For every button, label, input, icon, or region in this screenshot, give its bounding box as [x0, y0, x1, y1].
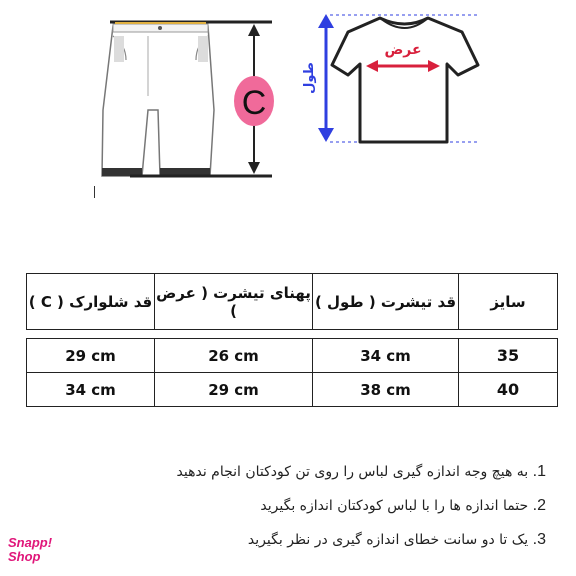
cell-width: 29 cm: [155, 373, 313, 407]
measurement-diagram: [0, 0, 576, 270]
note-item: [26, 523, 546, 557]
note-text: حتما اندازه ها را با لباس کودکتان اندازه بگیرید: [260, 498, 529, 514]
measurement-notes: [26, 455, 546, 557]
cell-length: 38 cm: [313, 373, 459, 407]
header-tshirt-length: قد تیشرت ( طول ): [313, 274, 459, 330]
brand-line-2: Shop: [8, 549, 41, 564]
note-number: 1.: [532, 463, 546, 480]
table-row: [27, 373, 558, 407]
size-table: [26, 273, 558, 407]
note-number: 2.: [532, 497, 546, 514]
header-pants-length: قد شلوارک ( C ): [27, 274, 155, 330]
note-item: [26, 455, 546, 489]
table-header-row: [27, 274, 558, 330]
cell-width: 26 cm: [155, 339, 313, 373]
pants-length-arrow: [234, 24, 274, 174]
brand-line-1: Snapp!: [8, 535, 53, 550]
snappshop-logo: [8, 536, 78, 564]
tshirt-width-label: عرض: [384, 42, 422, 58]
header-size: سایز: [459, 274, 558, 330]
cell-size: 40: [459, 373, 558, 407]
text-cursor: [94, 186, 95, 198]
header-tshirt-width: پهنای تیشرت ( عرض ): [155, 274, 313, 330]
table-spacer: [27, 330, 558, 339]
pants-c-label: C: [241, 84, 267, 122]
tshirt-length-label: طول: [302, 62, 317, 94]
note-text: یک تا دو سانت خطای اندازه گیری در نظر بگیرید: [247, 532, 529, 548]
cell-size: 35: [459, 339, 558, 373]
tshirt-illustration: [330, 15, 478, 142]
note-number: 3.: [532, 531, 546, 548]
note-text: به هیچ وجه اندازه گیری لباس را روی تن کودکتان انجام ندهید: [176, 464, 529, 480]
table-row: [27, 339, 558, 373]
tshirt-length-arrow: [302, 14, 334, 142]
cell-length: 34 cm: [313, 339, 459, 373]
cell-pants: 34 cm: [27, 373, 155, 407]
cell-pants: 29 cm: [27, 339, 155, 373]
note-item: [26, 489, 546, 523]
